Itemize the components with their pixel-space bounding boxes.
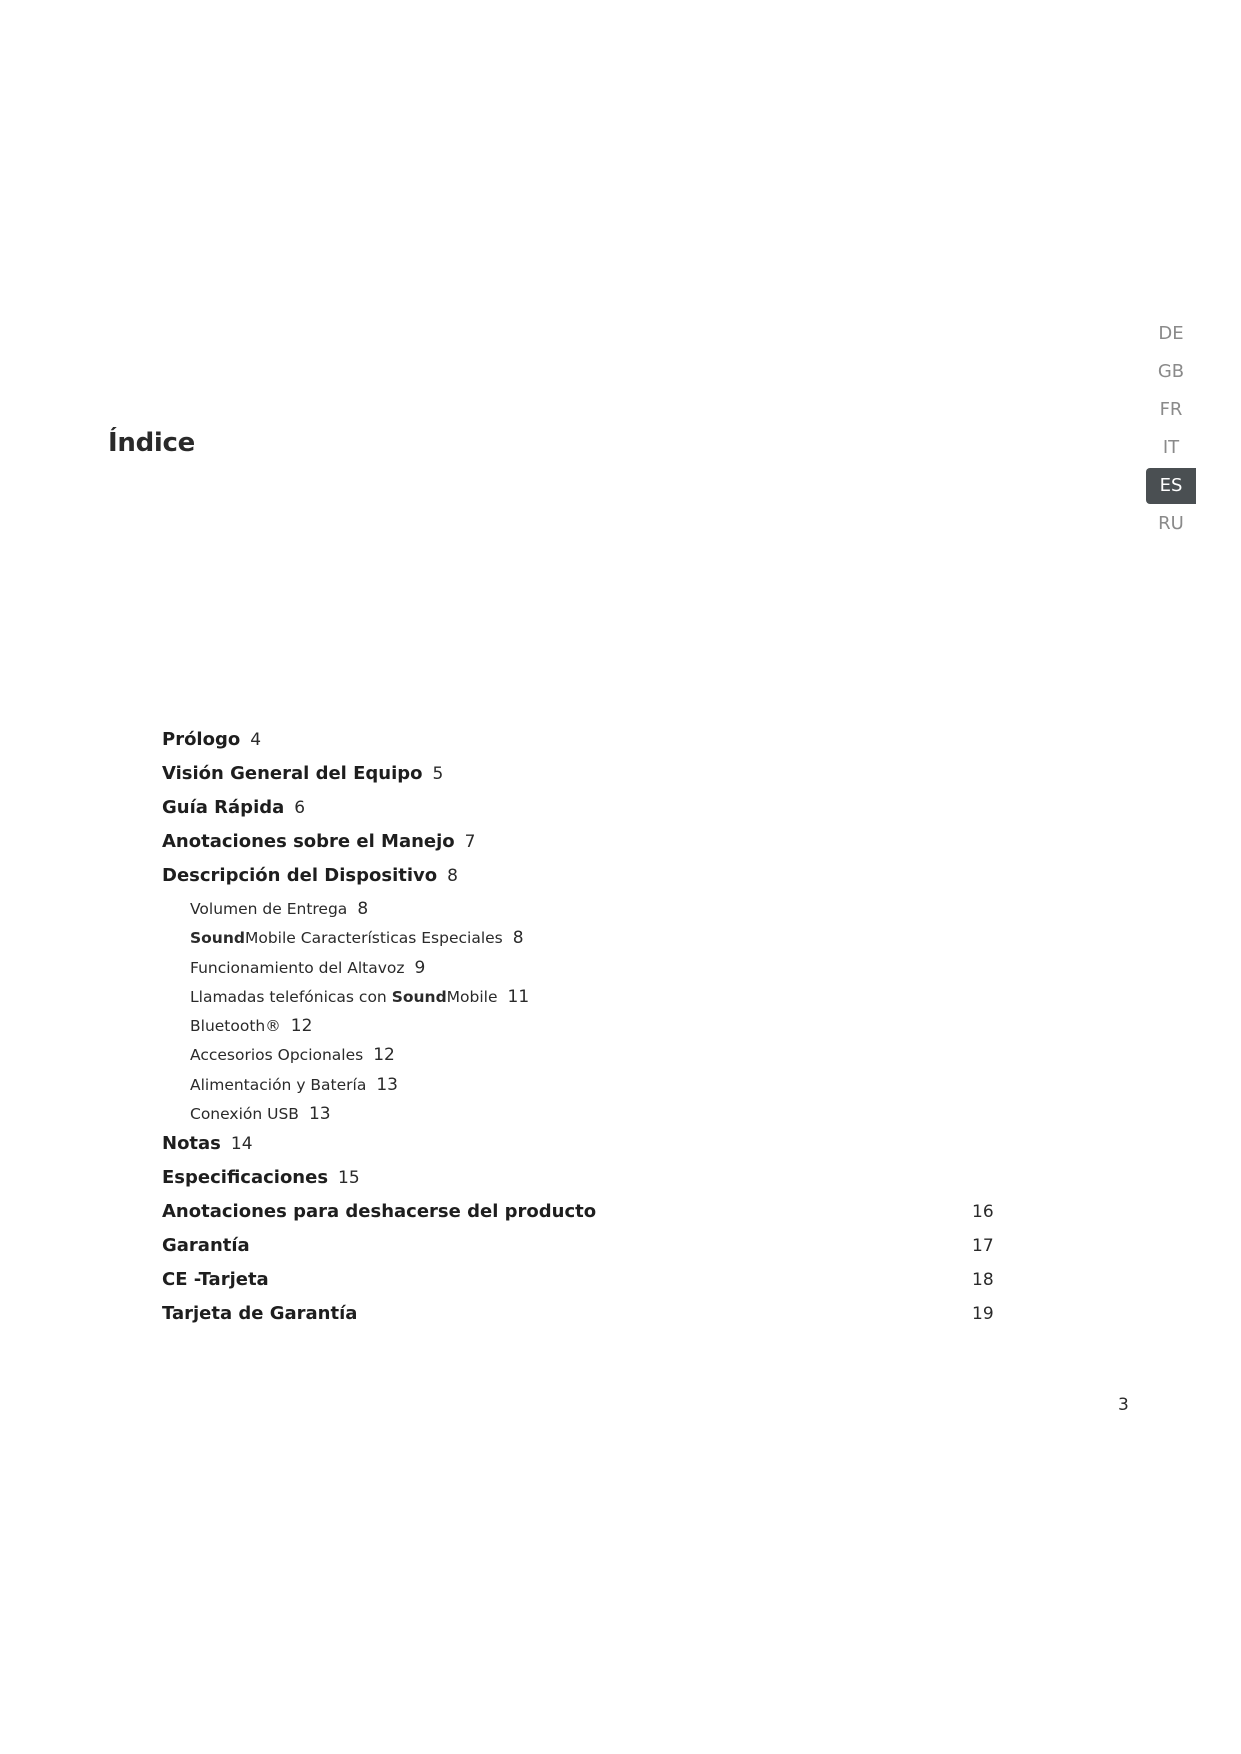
toc-entry-title <box>162 763 423 784</box>
toc-entry[interactable] <box>162 1133 1002 1167</box>
toc-subentry[interactable] <box>162 899 1002 928</box>
page-number: 3 <box>1118 1395 1129 1415</box>
brand-name: Sound <box>190 929 245 948</box>
page-title: Índice <box>108 428 195 458</box>
toc-entry-text: Guía Rápida <box>162 797 285 818</box>
toc-entry-text: Llamadas telefónicas con <box>190 987 392 1006</box>
toc-page-number: 7 <box>464 832 476 852</box>
toc-entry[interactable] <box>162 1167 1002 1201</box>
toc-subentry[interactable] <box>162 1045 1002 1074</box>
toc-page-number: 11 <box>507 986 530 1007</box>
toc-page-number: 15 <box>338 1168 360 1189</box>
toc-subentry[interactable] <box>162 987 1002 1016</box>
toc-entry-title <box>162 1167 328 1188</box>
toc-entry-text: Mobile Características Especiales <box>244 929 503 948</box>
toc-page-number: 12 <box>373 1045 395 1066</box>
language-tab-es[interactable]: ES <box>1146 468 1196 504</box>
toc-subentry[interactable] <box>162 958 1002 987</box>
toc-subentry[interactable] <box>162 928 1002 957</box>
toc-entry-text: Anotaciones para deshacerse del producto <box>162 1201 597 1223</box>
toc-page-number: 18 <box>972 1270 994 1291</box>
toc-entry-text: Especificaciones <box>162 1167 329 1189</box>
toc-entry-text: CE -Tarjeta <box>162 1269 269 1291</box>
toc-entry[interactable] <box>162 1201 1002 1235</box>
toc-entry-title <box>162 1133 221 1154</box>
toc-page-number: 16 <box>972 1202 994 1223</box>
toc-page-number: 17 <box>972 1236 994 1257</box>
toc-page-number: 19 <box>972 1304 994 1325</box>
toc-entry-text: Notas <box>162 1133 221 1155</box>
toc-entry-text: Bluetooth® <box>190 1017 281 1036</box>
toc-entry-title <box>190 1046 363 1064</box>
toc-entry[interactable] <box>162 1235 1002 1269</box>
language-tab-ru[interactable]: RU <box>1158 513 1184 534</box>
toc-entry-text: Descripción del Dispositivo <box>162 865 438 886</box>
toc-entry-title <box>162 1303 357 1324</box>
toc-entry-text: Anotaciones sobre el Manejo <box>162 831 455 852</box>
toc-entry-text: Alimentación y Batería <box>190 1075 367 1094</box>
toc-entry-title <box>190 988 498 1006</box>
toc-page-number: 9 <box>414 957 426 978</box>
toc-entry-text: Prólogo <box>162 729 241 750</box>
language-tab-it[interactable]: IT <box>1162 437 1180 458</box>
toc-entry-title <box>162 729 240 750</box>
toc-entry-text: Garantía <box>162 1235 250 1257</box>
language-tab-fr[interactable]: FR <box>1159 399 1183 420</box>
toc-entry-text: Tarjeta de Garantía <box>162 1303 358 1325</box>
toc-entry-title <box>190 1105 299 1123</box>
toc-entry-title <box>162 1269 269 1290</box>
toc-entry-title <box>190 900 347 918</box>
toc-entry[interactable] <box>162 729 1002 763</box>
toc-page-number: 13 <box>308 1104 331 1125</box>
toc-page-number: 8 <box>447 866 458 886</box>
toc-entry-text: Volumen de Entrega <box>190 900 348 918</box>
toc-entry-title <box>190 1076 366 1094</box>
toc-entry-title <box>190 1017 281 1035</box>
toc-page-number: 14 <box>230 1134 253 1155</box>
toc-entry-title <box>162 1235 250 1256</box>
toc-subentry[interactable] <box>162 1075 1002 1104</box>
toc-entry-title <box>162 831 455 852</box>
toc-page-number: 12 <box>290 1016 313 1037</box>
toc-subentry[interactable] <box>162 1016 1002 1045</box>
toc-entry-text: Accesorios Opcionales <box>190 1046 364 1065</box>
toc-entry-text: Conexión USB <box>190 1105 299 1124</box>
language-tabs <box>1146 316 1196 544</box>
toc-page-number: 13 <box>376 1074 398 1095</box>
toc-entry-title <box>162 1201 596 1222</box>
brand-name: Sound <box>391 987 447 1006</box>
toc-entry-text: Mobile <box>446 987 498 1006</box>
toc-entry-text: Visión General del Equipo <box>162 763 423 784</box>
language-tab-de[interactable]: DE <box>1158 323 1184 344</box>
toc-page-number: 6 <box>294 798 306 818</box>
toc-entry[interactable] <box>162 1303 1002 1337</box>
toc-page-number: 4 <box>250 730 262 750</box>
toc-entry-title <box>162 797 284 818</box>
toc-page-number: 5 <box>432 764 444 784</box>
toc-entry-title <box>162 865 437 886</box>
toc-entry-title <box>190 959 405 977</box>
language-tab-gb[interactable]: GB <box>1157 361 1185 382</box>
toc-subentry[interactable] <box>162 1104 1002 1133</box>
toc-entry[interactable] <box>162 865 1002 899</box>
toc-entry[interactable] <box>162 1269 1002 1303</box>
toc-entry[interactable] <box>162 763 1002 797</box>
toc-entry[interactable] <box>162 797 1002 831</box>
toc-entry-title <box>190 929 503 947</box>
toc-entry[interactable] <box>162 831 1002 865</box>
toc-page-number: 8 <box>357 899 369 919</box>
table-of-contents <box>162 729 1002 1337</box>
toc-entry-text: Funcionamiento del Altavoz <box>190 958 405 977</box>
toc-page-number: 8 <box>512 928 524 949</box>
